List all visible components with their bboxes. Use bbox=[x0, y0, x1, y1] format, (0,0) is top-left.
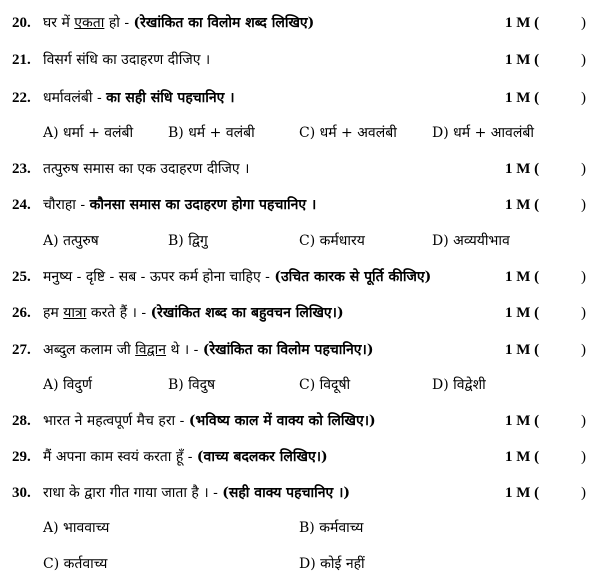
question-text-part: राधा के द्वारा गीत गाया जाता है । - bbox=[43, 485, 223, 501]
answer-bracket: ) bbox=[581, 52, 586, 68]
question-25 bbox=[12, 266, 597, 288]
question-30 bbox=[12, 482, 597, 504]
question-text: विसर्ग संधि का उदाहरण दीजिए । bbox=[43, 52, 211, 68]
question-number: 28. bbox=[12, 413, 31, 429]
marks-label: 1 M ( bbox=[505, 269, 540, 285]
answer-bracket: ) bbox=[581, 413, 586, 429]
question-text-part: हो - bbox=[104, 15, 134, 31]
question-number: 23. bbox=[12, 161, 31, 177]
option-c[interactable]: C) धर्म + अवलंबी bbox=[299, 125, 397, 141]
answer-bracket: ) bbox=[581, 269, 586, 285]
option-a[interactable]: A) धर्मा + वलंबी bbox=[43, 125, 134, 141]
marks-label: 1 M ( bbox=[505, 15, 540, 31]
option-d[interactable]: D) विद्वेशी bbox=[432, 377, 486, 393]
question-number: 20. bbox=[12, 15, 31, 31]
answer-bracket: ) bbox=[581, 485, 586, 501]
instruction-text: कौनसा समास का उदाहरण होगा पहचानिए । bbox=[89, 197, 317, 213]
underlined-word: विद्वान bbox=[135, 342, 167, 358]
marks-label: 1 M ( bbox=[505, 161, 540, 177]
option-b[interactable]: B) धर्म + वलंबी bbox=[168, 125, 255, 141]
question-text-part: भारत ने महत्वपूर्ण मैच हरा - bbox=[43, 413, 189, 429]
option-d[interactable]: D) अव्ययीभाव bbox=[432, 233, 510, 249]
question-text bbox=[43, 87, 235, 109]
answer-bracket: ) bbox=[581, 197, 586, 213]
question-text-part: घर में bbox=[43, 15, 75, 31]
option-a[interactable]: A) तत्पुरुष bbox=[43, 233, 99, 249]
marks-label: 1 M ( bbox=[505, 52, 540, 68]
question-number: 25. bbox=[12, 269, 31, 285]
question-number: 22. bbox=[12, 90, 31, 106]
marks-label: 1 M ( bbox=[505, 197, 540, 213]
question-20 bbox=[12, 12, 597, 34]
question-text bbox=[43, 410, 376, 432]
instruction-text: (उचित कारक से पूर्ति कीजिए) bbox=[274, 269, 432, 285]
answer-bracket: ) bbox=[581, 161, 586, 177]
question-number: 24. bbox=[12, 197, 31, 213]
question-number: 27. bbox=[12, 342, 31, 358]
question-number: 26. bbox=[12, 305, 31, 321]
underlined-word: एकता bbox=[74, 15, 105, 31]
question-text-part: मैं अपना काम स्वयं करता हूँ - bbox=[43, 449, 197, 465]
option-b[interactable]: B) कर्मवाच्य bbox=[299, 520, 364, 536]
option-c[interactable]: C) कर्मधारय bbox=[299, 233, 365, 249]
question-number: 21. bbox=[12, 52, 31, 68]
question-22 bbox=[12, 87, 597, 109]
question-23 bbox=[12, 158, 597, 180]
question-text-part: हम bbox=[43, 305, 64, 321]
option-a[interactable]: A) भाववाच्य bbox=[43, 520, 110, 536]
option-a[interactable]: A) विदुर्ण bbox=[43, 377, 92, 393]
option-c[interactable]: C) कर्तवाच्य bbox=[43, 556, 108, 572]
question-text-part: चौराहा - bbox=[43, 197, 90, 213]
question-text-part: मनुष्य - दृष्टि - सब - ऊपर कर्म होना चाहिए - bbox=[43, 269, 275, 285]
option-c[interactable]: C) विदूषी bbox=[299, 377, 351, 393]
answer-bracket: ) bbox=[581, 90, 586, 106]
question-text-part: अब्दुल कलाम जी bbox=[43, 342, 136, 358]
question-text bbox=[43, 339, 373, 361]
marks-label: 1 M ( bbox=[505, 342, 540, 358]
question-29 bbox=[12, 446, 597, 468]
instruction-text: (रेखांकित का विलोम पहचानिए।) bbox=[202, 342, 374, 358]
marks-label: 1 M ( bbox=[505, 449, 540, 465]
instruction-text: (वाच्य बदलकर लिखिए।) bbox=[196, 449, 328, 465]
answer-bracket: ) bbox=[581, 342, 586, 358]
question-text bbox=[43, 482, 350, 504]
question-28 bbox=[12, 410, 597, 432]
question-text bbox=[43, 266, 431, 288]
question-27 bbox=[12, 339, 597, 361]
answer-bracket: ) bbox=[581, 15, 586, 31]
underlined-word: यात्रा bbox=[63, 305, 87, 321]
question-21 bbox=[12, 49, 597, 71]
question-24 bbox=[12, 194, 597, 216]
instruction-text: का सही संधि पहचानिए । bbox=[106, 90, 235, 106]
marks-label: 1 M ( bbox=[505, 413, 540, 429]
instruction-text: (सही वाक्य पहचानिए ।) bbox=[222, 485, 351, 501]
question-26 bbox=[12, 302, 597, 324]
marks-label: 1 M ( bbox=[505, 305, 540, 321]
marks-label: 1 M ( bbox=[505, 90, 540, 106]
option-b[interactable]: B) द्विगु bbox=[168, 233, 208, 249]
marks-label: 1 M ( bbox=[505, 485, 540, 501]
question-text-part: धर्मावलंबी - bbox=[43, 90, 107, 106]
question-text bbox=[43, 302, 344, 324]
question-number: 29. bbox=[12, 449, 31, 465]
question-text-part: थे । - bbox=[166, 342, 203, 358]
answer-bracket: ) bbox=[581, 449, 586, 465]
answer-bracket: ) bbox=[581, 305, 586, 321]
instruction-text: (रेखांकित शब्द का बहुवचन लिखिए।) bbox=[150, 305, 344, 321]
instruction-text: (भविष्य काल में वाक्य को लिखिए।) bbox=[188, 413, 376, 429]
option-b[interactable]: B) विदुष bbox=[168, 377, 216, 393]
option-d[interactable]: D) धर्म + आवलंबी bbox=[432, 125, 534, 141]
question-text: तत्पुरुष समास का एक उदाहरण दीजिए । bbox=[43, 161, 250, 177]
instruction-text: (रेखांकित का विलोम शब्द लिखिए) bbox=[133, 15, 315, 31]
question-number: 30. bbox=[12, 485, 31, 501]
question-text bbox=[43, 446, 328, 468]
question-text bbox=[43, 12, 314, 34]
option-d[interactable]: D) कोई नहीं bbox=[299, 556, 365, 572]
question-text-part: करते हैं । - bbox=[86, 305, 151, 321]
question-text bbox=[43, 194, 316, 216]
